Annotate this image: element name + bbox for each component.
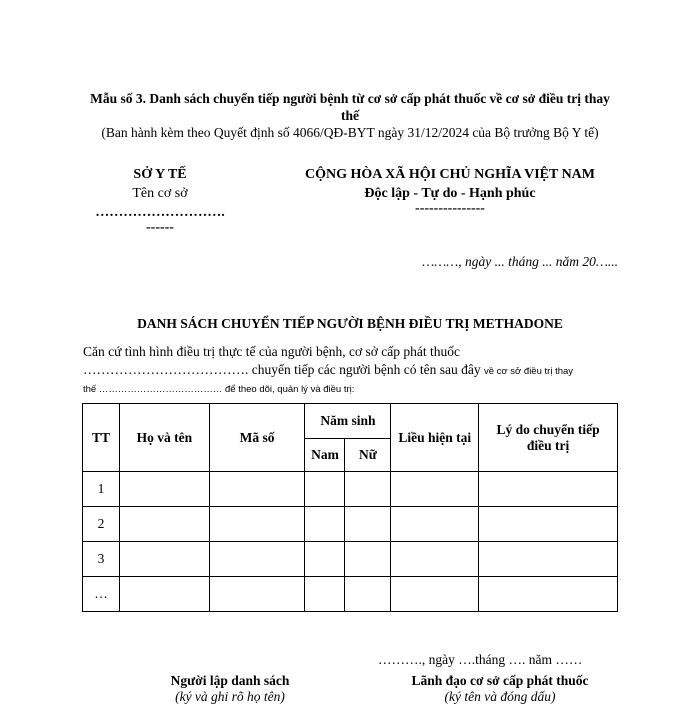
code-cell[interactable] — [209, 542, 305, 577]
female-cell[interactable] — [345, 507, 391, 542]
code-cell[interactable] — [209, 507, 305, 542]
header-tt: TT — [83, 404, 120, 472]
female-cell[interactable] — [345, 577, 391, 612]
country-name: CỘNG HÒA XÃ HỘI CHỦ NGHĨA VIỆT NAM — [304, 167, 595, 182]
reason-cell[interactable] — [479, 542, 618, 577]
intro-paragraph — [83, 343, 623, 399]
place-date-line: ………, ngày ... tháng ... năm 20…... — [422, 254, 618, 269]
director-title: Lãnh đạo cơ sở cấp phát thuốc — [411, 673, 589, 688]
name-cell[interactable] — [119, 507, 209, 542]
dose-cell[interactable] — [391, 542, 479, 577]
director-signature-block — [370, 673, 630, 705]
header-current-dose: Liều hiện tại — [391, 404, 479, 472]
male-cell[interactable] — [305, 507, 345, 542]
preparer-note: (ký và ghi rõ họ tên) — [175, 689, 285, 704]
intro-dots: ………………………………. — [83, 362, 249, 377]
male-cell[interactable] — [305, 542, 345, 577]
header-name: Họ và tên — [119, 404, 209, 472]
signature-date: ………., ngày ….tháng …. năm …… — [378, 652, 583, 667]
director-note: (ký tên và đóng dấu) — [444, 689, 556, 704]
row-number: … — [83, 577, 120, 612]
intro-text: chuyển tiếp các người bệnh có tên sau đây — [248, 362, 484, 377]
female-cell[interactable] — [345, 542, 391, 577]
facility-dots: ………………………. — [95, 205, 225, 220]
name-cell[interactable] — [119, 577, 209, 612]
national-motto: Độc lập - Tự do - Hạnh phúc — [364, 186, 536, 201]
agency-name: SỞ Y TẾ — [133, 167, 187, 182]
table-row — [83, 542, 618, 577]
intro-line-3 — [83, 381, 623, 399]
intro-small-text: về cơ sở điều trị thay — [484, 366, 574, 377]
female-cell[interactable] — [345, 472, 391, 507]
intro-line-2 — [83, 361, 623, 381]
facility-label: Tên cơ sở — [132, 186, 188, 201]
intro-line-1: Căn cứ tình hình điều trị thực tế của người bệnh, cơ sở cấp phát thuốc — [83, 344, 461, 359]
header-reason: Lý do chuyển tiếp điều trị — [479, 404, 618, 472]
patient-transfer-table — [82, 403, 618, 612]
form-basis: (Ban hành kèm theo Quyết định số 4066/QĐ-BYT ngày 31/12/2024 của Bộ trưởng Bộ Y tế) — [101, 125, 599, 140]
header-code: Mã số — [209, 404, 305, 472]
male-cell[interactable] — [305, 472, 345, 507]
header-female: Nữ — [345, 439, 391, 472]
reason-cell[interactable] — [479, 577, 618, 612]
row-number: 2 — [83, 507, 120, 542]
table-row — [83, 507, 618, 542]
preparer-signature-block — [120, 673, 340, 705]
motto-rule: --------------- — [415, 201, 485, 216]
preparer-title: Người lập danh sách — [170, 673, 290, 688]
code-cell[interactable] — [209, 577, 305, 612]
intro-small-end: để theo dõi, quản lý và điều trị: — [225, 384, 355, 395]
code-cell[interactable] — [209, 472, 305, 507]
intro-small-dots: thế ………………………………… — [83, 384, 225, 395]
reason-cell[interactable] — [479, 472, 618, 507]
reason-cell[interactable] — [479, 507, 618, 542]
header-birth-year: Năm sinh — [305, 404, 391, 439]
dose-cell[interactable] — [391, 577, 479, 612]
table-row — [83, 472, 618, 507]
document-title: DANH SÁCH CHUYỂN TIẾP NGƯỜI BỆNH ĐIỀU TRỊ METHADONE — [137, 316, 563, 331]
table-row — [83, 577, 618, 612]
male-cell[interactable] — [305, 577, 345, 612]
row-number: 3 — [83, 542, 120, 577]
form-title: Mẫu số 3. Danh sách chuyển tiếp người bệnh từ cơ sở cấp phát thuốc về cơ sở điều trị thay thế — [90, 91, 610, 123]
name-cell[interactable] — [119, 472, 209, 507]
name-cell[interactable] — [119, 542, 209, 577]
national-header — [280, 165, 620, 215]
row-number: 1 — [83, 472, 120, 507]
agency-rule: ------ — [146, 220, 174, 235]
dose-cell[interactable] — [391, 507, 479, 542]
dose-cell[interactable] — [391, 472, 479, 507]
header-male: Nam — [305, 439, 345, 472]
